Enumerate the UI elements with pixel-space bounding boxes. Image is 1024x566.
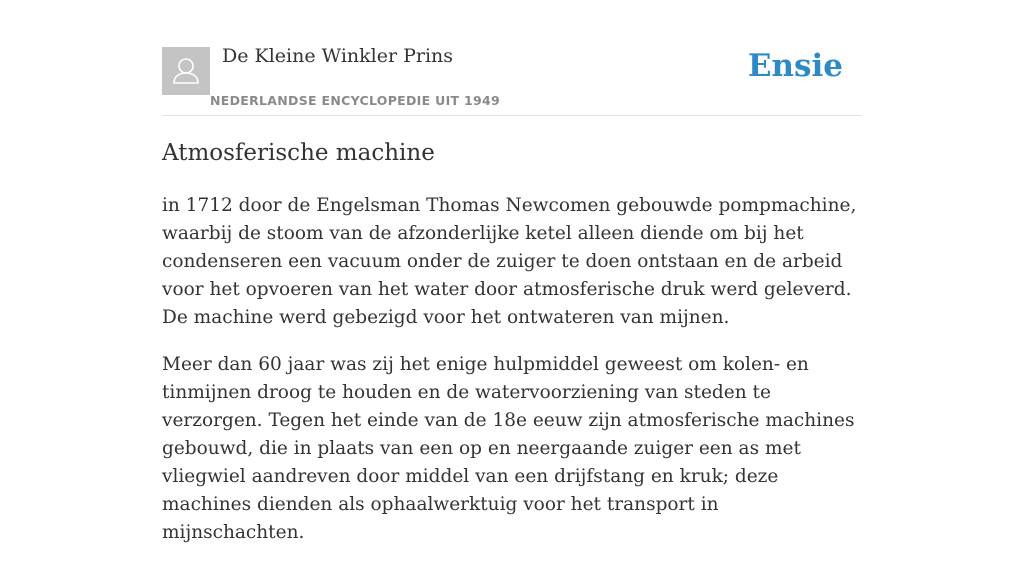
author-name[interactable]: De Kleine Winkler Prins	[222, 45, 454, 67]
brand-logo[interactable]: Ensie	[747, 48, 843, 84]
article-paragraph: Meer dan 60 jaar was zij het enige hulpmiddel geweest om kolen- en tinmijnen droog te houden en de watervoorziening van steden te verzorgen. Tegen het einde van de 18e eeuw zijn atmosferische machines gebouwd, die in plaats van een op en neergaande zuiger een as met vliegwiel aandreven door middel van een drijfstang en kruk; deze machines dienden als ophaalwerktuig voor het transport in mijnschachten.	[162, 354, 855, 543]
article-paragraph: in 1712 door de Engelsman Thomas Newcomen gebouwde pompmachine, waarbij de stoom van de afzonderlijke ketel alleen diende om bij het condenseren een vacuum onder de zuiger te doen ontstaan en de arbeid voor het opvoeren van het water door atmosferische druk werd geleverd. De machine werd gebezigd voor het ontwateren van mijnen.	[162, 195, 857, 328]
article-title: Atmosferische machine	[162, 140, 435, 166]
content-column	[162, 0, 862, 543]
author-avatar[interactable]	[162, 47, 210, 95]
page-header	[162, 0, 862, 116]
author-subtitle: NEDERLANDSE ENCYCLOPEDIE UIT 1949	[210, 93, 500, 108]
user-icon	[162, 47, 210, 95]
article-body	[162, 192, 862, 566]
